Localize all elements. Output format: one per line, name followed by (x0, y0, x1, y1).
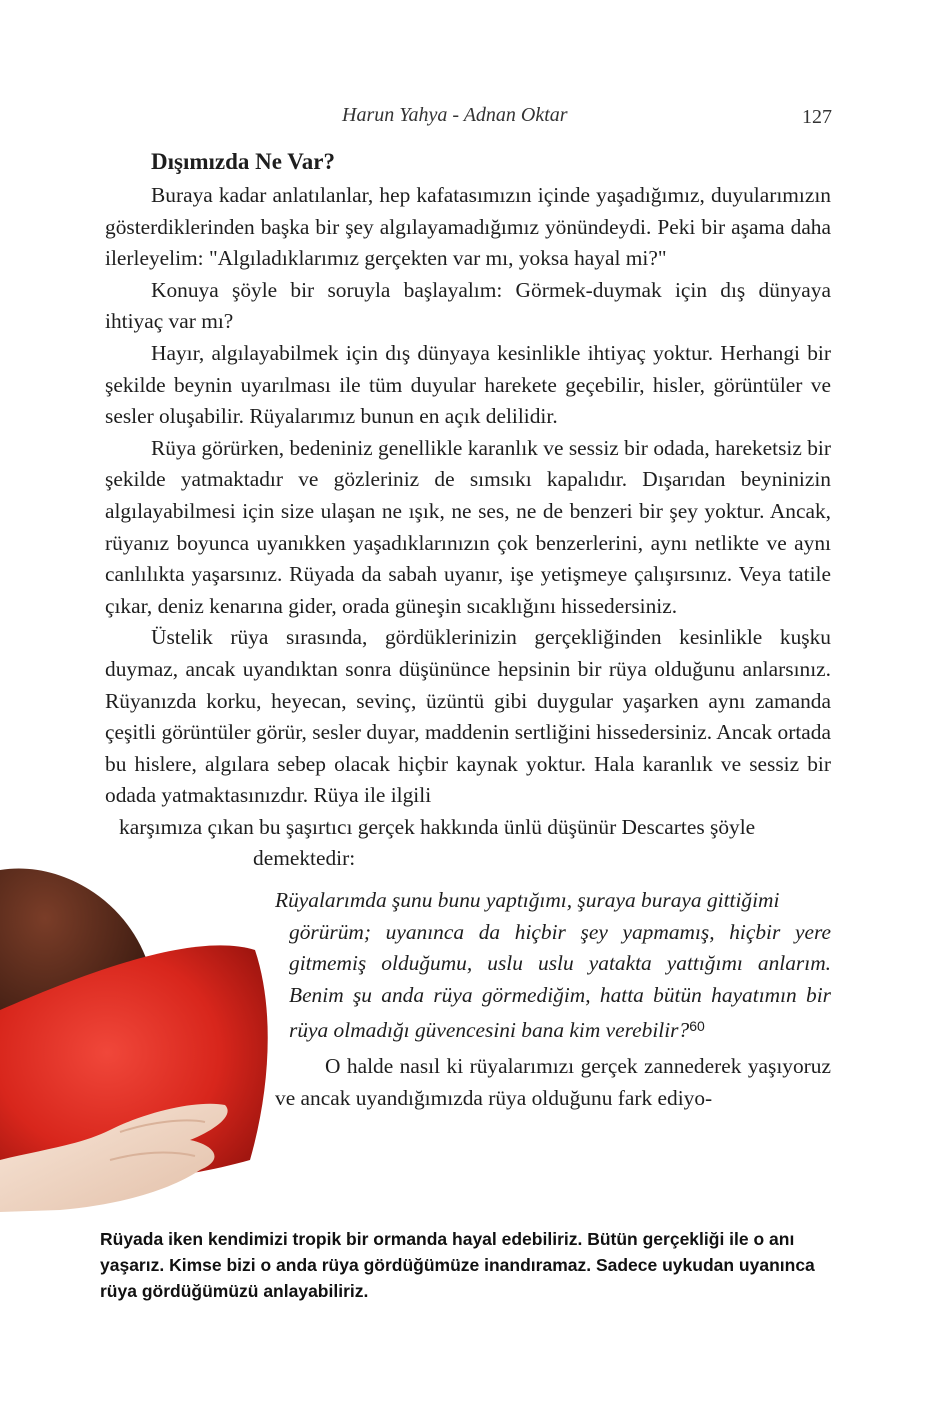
quote-line-1: Rüyalarımda şunu bunu yaptığımı, şuraya buraya gittiğimi (275, 888, 780, 913)
paragraph-4: Rüya görürken, bedeniniz genellikle karanlık ve sessiz bir odada, hareketsiz bir şekilde yatmaktadır ve gözleriniz de sımsıkı kapalıdır. Dışarıdan beyninizin algılayabilmesi için size ulaşan ne ışık, ne ses, ne de benzeri bir şey yoktur. Ancak, rüyanız boyunca uyanıkken yaşadıklarınızın çok benzerlerini, aynı netlikte ve aynı canlılıkta yaşarsınız. Rüyada da sabah uyanır, işe yetişmeye çalışırsınız. Veya tatile çıkar, deniz kenarına gider, orada güneşin sıcaklığını hissedersiniz. (105, 435, 831, 618)
paragraph-5: Üstelik rüya sırasında, gördüklerinizin gerçekliğinden kesinlikle kuşku duymaz, ancak uyandıktan sonra düşününce hepsinin bir rüya olduğunu anlarsınız. Rüyanızda korku, heyecan, sevinç, üzüntü gibi duygular yaşarken aynı zamanda çeşitli görüntüler görür, sesler duyar, maddenin sertliğini hissedersiniz. Ancak ortada bu hislere, algılara sebep olacak hiçbir kaynak yoktur. Hala karanlık ve sessiz bir odada yatmaktasınızdır. Rüya ile ilgili (105, 625, 831, 808)
paragraph-3: Hayır, algılayabilmek için dış dünyaya kesinlikle ihtiyaç yoktur. Herhangi bir şekilde beynin uyarılması ile tüm duyular harekete geçebilir, hisler, görüntüler ve sesler oluşabilir. Rüyalarımız bunun en açık delilidir. (105, 340, 831, 429)
page-number: 127 (802, 106, 832, 128)
quote-text: görürüm; uyanınca da hiçbir şey yapmamış, hiçbir yere gitmemiş olduğumu, uslu uslu yatakta yattığımı anlarım. Benim şu anda rüya görmediğim, hatta bütün hayatımın bir rüya olmadığı güvencesini bana kim verebilir? (289, 919, 831, 1043)
image-caption: Rüyada iken kendimizi tropik bir ormanda hayal edebiliriz. Bütün gerçekliği ile o anı yaşarız. Kimse bizi o anda rüya gördüğümüze inandıramaz. Sadece uykudan uyanınca rüya gördüğümüzü anlayabiliriz. (100, 1229, 815, 1301)
paragraph-2: Konuya şöyle bir soruyla başlayalım: Görmek-duymak için dış dünyaya ihtiyaç var mı? (105, 277, 831, 334)
quote-body (275, 917, 831, 1047)
main-text (105, 146, 831, 1114)
paragraph-5-continued: karşımıza çıkan bu şaşırtıcı gerçek hakkında ünlü düşünür Descartes şöyle (119, 814, 756, 839)
paragraph-after-quote: O halde nasıl ki rüyalarımızı gerçek zannederek yaşıyoruz ve ancak uyandığımızda rüya olduğunu fark ediyo- (275, 1054, 831, 1110)
running-title: Harun Yahya - Adnan Oktar (342, 104, 568, 126)
descartes-quote (275, 885, 831, 1047)
page-header (0, 104, 950, 134)
section-heading: Dışımızda Ne Var? (151, 149, 335, 174)
footnote-ref: 60 (689, 1018, 705, 1035)
paragraph-5-end: demektedir: (253, 846, 356, 871)
paragraph-1: Buraya kadar anlatılanlar, hep kafatasımızın içinde yaşadığımız, duyularımızın gösterdiklerinden başka bir şey algılayamadığımız yönündeydi. Peki bir aşama daha ilerleyelim: "Algıladıklarımız gerçekten var mı, yoksa hayal mi?" (105, 183, 831, 271)
